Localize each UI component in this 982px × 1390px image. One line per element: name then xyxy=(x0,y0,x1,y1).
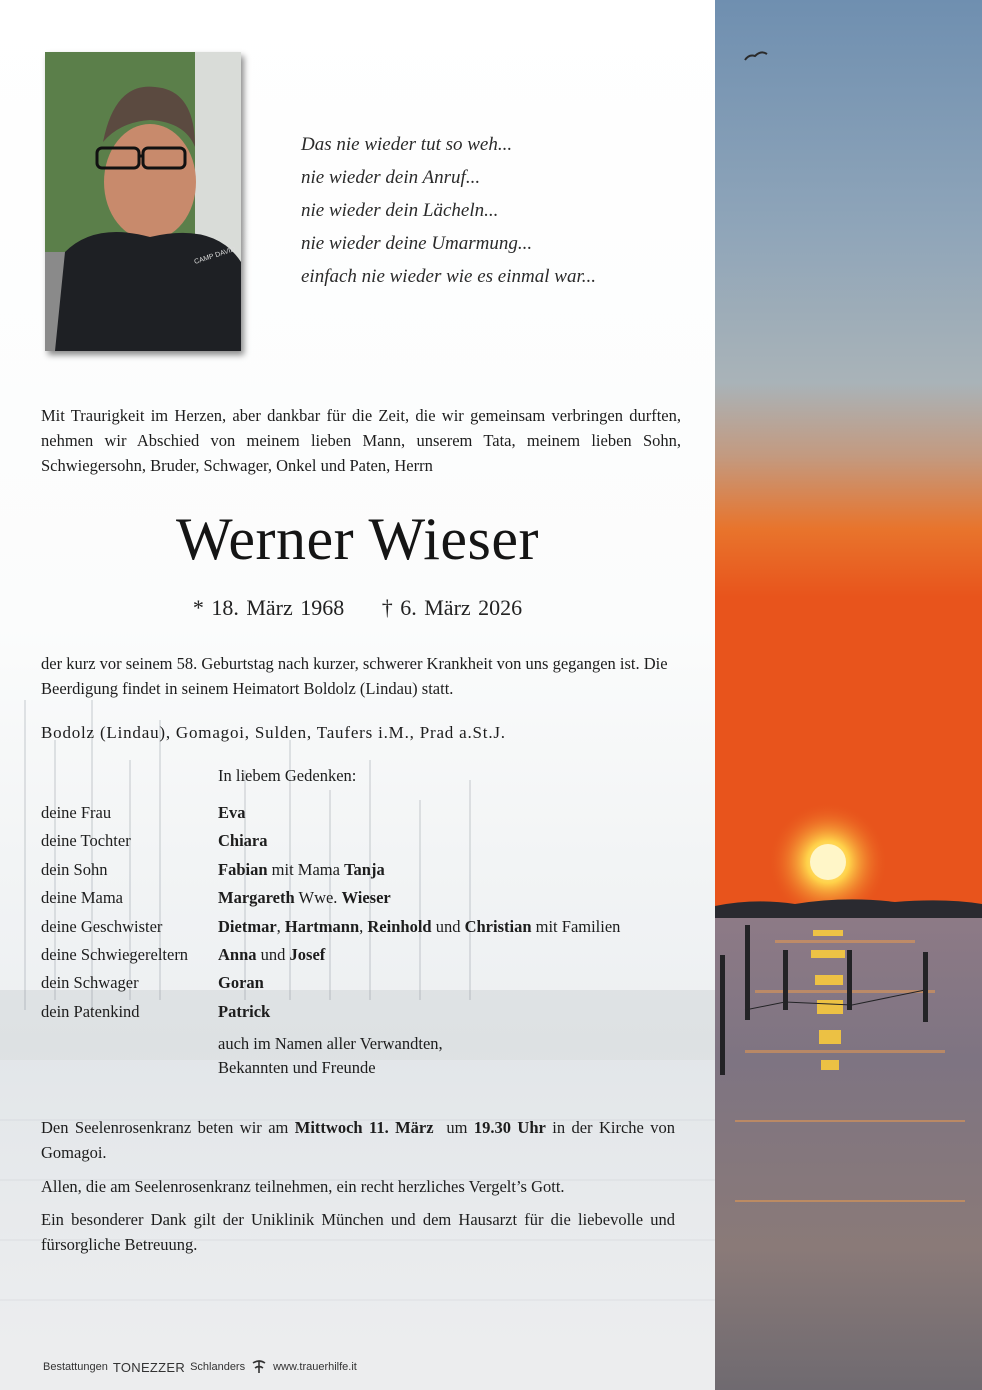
mourner-name: Fabian xyxy=(218,859,268,879)
poem-line: Das nie wieder tut so weh... xyxy=(301,134,513,155)
mourner-connector: , xyxy=(276,916,285,936)
portrait-photo xyxy=(45,52,241,351)
portrait-illustration xyxy=(45,52,241,351)
poem-line: nie wieder dein Anruf... xyxy=(301,167,481,188)
trauerhilfe-logo-icon xyxy=(250,1359,268,1375)
mourner-connector: und xyxy=(256,944,290,964)
shirt-logo: CAMP DAVID xyxy=(193,245,237,266)
sunset-illustration xyxy=(715,0,982,1390)
mourner-relation: deine Schwiegereltern xyxy=(41,944,189,964)
memory-heading: In liebem Gedenken: xyxy=(218,766,357,785)
mourner-names xyxy=(218,860,385,880)
mourner-name: Anna xyxy=(218,944,257,964)
rosary-time: 19.30 Uhr xyxy=(473,1118,546,1137)
mourner-names xyxy=(218,831,268,851)
death-date: † 6. März 2026 xyxy=(381,595,523,620)
sunset-photo xyxy=(715,0,982,1390)
mourner-name: Tanja xyxy=(344,859,385,879)
rosary-text: um xyxy=(433,1118,474,1137)
mourner-relation: deine Mama xyxy=(41,888,124,908)
mourner-names xyxy=(218,917,620,937)
mourner-relation: dein Patenkind xyxy=(41,1001,140,1021)
footer xyxy=(43,1359,357,1375)
poem-line: nie wieder dein Lächeln... xyxy=(301,200,499,221)
mourner-connector: mit Mama xyxy=(267,859,345,879)
deceased-name: Werner Wieser xyxy=(176,506,539,572)
announcement-text: der kurz vor seinem 58. Geburtstag nach kurzer, schwerer Krankheit von uns gegangen ist. Die Beerdigung findet in seinem Heimatort Boldolz (Lindau) statt. xyxy=(41,654,668,698)
closing-line: Bekannten und Freunde xyxy=(218,1058,376,1077)
mourner-connector: mit Familien xyxy=(531,916,621,936)
rosary-text: Den Seelenrosenkranz beten wir am xyxy=(41,1118,295,1137)
rosary-notice xyxy=(41,1115,675,1165)
mourner-connector: , xyxy=(359,916,368,936)
mourner-names xyxy=(218,888,391,908)
closing-text xyxy=(218,1032,443,1080)
mourner-relation: deine Tochter xyxy=(41,831,131,851)
poem-line: nie wieder deine Umarmung... xyxy=(301,233,533,254)
poem xyxy=(301,128,596,293)
special-thanks-text: Ein besonderer Dank gilt der Uniklinik München und dem Hausarzt für die liebevolle und fürsorgliche Betreuung. xyxy=(41,1210,675,1254)
mourner-relation: dein Sohn xyxy=(41,859,108,879)
footer-town: Schlanders xyxy=(190,1361,246,1373)
mourner-relation: dein Schwager xyxy=(41,973,139,993)
mourner-connector: Wwe. xyxy=(294,888,342,908)
mourner-name: Dietmar xyxy=(218,916,277,936)
birth-date: * 18. März 1968 xyxy=(192,595,345,620)
mourner-relation: deine Geschwister xyxy=(41,916,163,936)
footer-url: www.trauerhilfe.it xyxy=(273,1361,357,1373)
mourner-name: Josef xyxy=(289,944,326,964)
mourner-name: Goran xyxy=(218,973,264,993)
rosary-day: Mittwoch 11. März xyxy=(294,1118,434,1137)
mourner-name: Hartmann xyxy=(284,916,360,936)
mourner-names xyxy=(218,803,246,823)
life-dates xyxy=(0,595,715,621)
mourner-names xyxy=(218,973,264,993)
mourner-connector: und xyxy=(431,916,465,936)
footer-brand: TONEZZER xyxy=(112,1359,186,1375)
mourner-name: Chiara xyxy=(218,831,268,851)
mourner-name: Eva xyxy=(218,803,246,822)
mourner-name: Margareth xyxy=(218,888,295,908)
poem-line: einfach nie wieder wie es einmal war... xyxy=(301,266,596,287)
mourner-name: Patrick xyxy=(218,1001,271,1021)
mourner-relation: deine Frau xyxy=(41,803,112,822)
mourner-name: Reinhold xyxy=(367,916,432,936)
closing-line: auch im Namen aller Verwandten, xyxy=(218,1034,443,1053)
mourner-names xyxy=(218,945,325,965)
mourner-name: Christian xyxy=(464,916,532,936)
mourner-names xyxy=(218,1002,270,1022)
places-line: Bodolz (Lindau), Gomagoi, Sulden, Taufers i.M., Prad a.St.J. xyxy=(41,723,506,742)
rosary-text: in der Kirche von Gomagoi. xyxy=(41,1118,675,1162)
footer-prefix: Bestattungen xyxy=(43,1361,108,1373)
mourner-name: Wieser xyxy=(341,888,391,908)
intro-text: Mit Traurigkeit im Herzen, aber dankbar für die Zeit, die wir gemeinsam verbringen durften, nehmen wir Abschied von meinem lieben Mann, unserem Tata, meinem lieben Sohn, Schwiegersohn, Bruder, Schwager, Onkel und Paten, Herrn xyxy=(41,406,681,475)
thanks-text: Allen, die am Seelenrosenkranz teilnehmen, ein recht herzliches Vergelt’s Gott. xyxy=(41,1177,565,1196)
